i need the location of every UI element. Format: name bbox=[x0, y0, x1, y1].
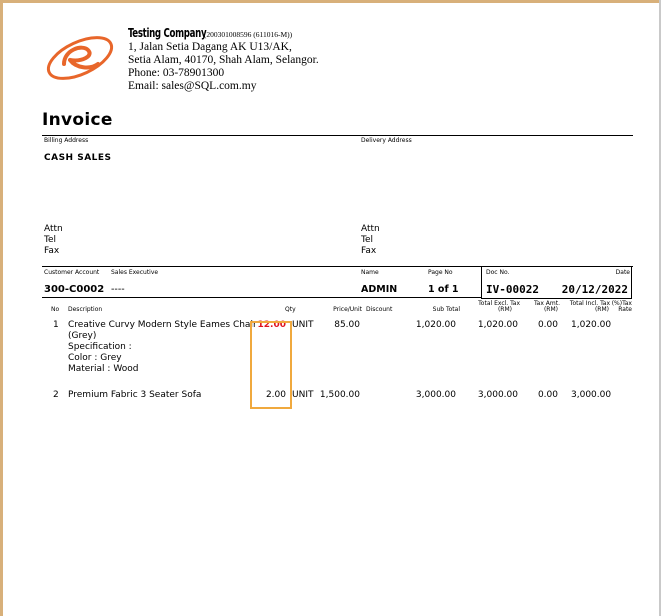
qty-highlight-box bbox=[250, 321, 292, 409]
name-value: ADMIN bbox=[361, 284, 398, 295]
col-header-qty: Qty bbox=[285, 306, 296, 313]
col-header-total-incl-unit: (RM) bbox=[594, 306, 609, 313]
col-header-subtotal: Sub Total bbox=[432, 306, 460, 313]
row-subtotal: 3,000.00 bbox=[415, 390, 456, 400]
col-header-tax-rate: (%)Tax bbox=[611, 300, 632, 307]
col-header-tax-rate-2: Rate bbox=[618, 306, 632, 313]
col-header-description: Description bbox=[68, 306, 103, 313]
delivery-attn: Attn bbox=[361, 224, 380, 234]
row-uom: UNIT bbox=[292, 390, 314, 400]
page-no-label: Page No bbox=[428, 269, 453, 276]
billing-tel: Tel bbox=[44, 235, 57, 245]
meta-divider-bottom bbox=[42, 297, 481, 298]
page-no-value: 1 of 1 bbox=[428, 284, 459, 295]
row-description: Premium Fabric 3 Seater Sofa bbox=[68, 390, 202, 400]
row-description-line: (Grey) bbox=[68, 331, 97, 341]
col-header-tax-amt-unit: (RM) bbox=[543, 306, 558, 313]
row-no: 1 bbox=[53, 320, 59, 330]
row-no: 2 bbox=[53, 390, 59, 400]
row-description-line: Specification : bbox=[68, 342, 132, 352]
sales-executive-label: Sales Executive bbox=[111, 269, 159, 276]
sales-executive-value: ---- bbox=[111, 284, 125, 295]
row-total-excl: 1,020.00 bbox=[477, 320, 518, 330]
delivery-address-label: Delivery Address bbox=[361, 137, 412, 144]
col-header-discount: Discount bbox=[366, 306, 393, 313]
title-divider bbox=[42, 135, 633, 136]
billing-attn: Attn bbox=[44, 224, 63, 234]
page-title: Invoice bbox=[42, 110, 113, 130]
row-description-line: Material : Wood bbox=[68, 364, 139, 374]
col-header-tax-amt: Tax Amt. bbox=[533, 300, 560, 307]
row-price: 85.00 bbox=[334, 320, 360, 330]
row-total-incl: 1,020.00 bbox=[571, 320, 612, 330]
row-subtotal: 1,020.00 bbox=[415, 320, 456, 330]
delivery-tel: Tel bbox=[361, 235, 374, 245]
row-price: 1,500.00 bbox=[319, 390, 360, 400]
row-description-line: Color : Grey bbox=[68, 353, 122, 363]
billing-name: CASH SALES bbox=[44, 153, 112, 163]
customer-account-value: 300-C0002 bbox=[44, 284, 105, 295]
col-header-total-incl: Total Incl. Tax bbox=[569, 300, 610, 307]
date-value: 20/12/2022 bbox=[561, 283, 628, 296]
row-qty: 2.00 bbox=[265, 390, 286, 400]
address-line-2: Setia Alam, 40170, Shah Alam, Selangor. bbox=[128, 54, 319, 66]
name-label: Name bbox=[361, 269, 379, 276]
row-total-excl: 3,000.00 bbox=[477, 390, 518, 400]
row-description: Creative Curvy Modern Style Eames Chair bbox=[68, 320, 257, 330]
date-label: Date bbox=[615, 269, 630, 276]
row-total-incl: 3,000.00 bbox=[571, 390, 612, 400]
billing-fax: Fax bbox=[44, 246, 60, 256]
company-name: Testing Company bbox=[128, 26, 207, 40]
row-qty: 12.00 bbox=[257, 320, 286, 330]
company-reg-no: (200301008596 (611016-M)) bbox=[203, 30, 293, 39]
company-phone: Phone: 03-78901300 bbox=[128, 67, 225, 79]
billing-address-label: Billing Address bbox=[44, 137, 89, 144]
company-info bbox=[128, 27, 319, 93]
company-logo-icon bbox=[42, 28, 120, 84]
col-header-total-excl: Total Excl. Tax bbox=[478, 300, 520, 307]
company-email: Email: sales@SQL.com.my bbox=[128, 80, 257, 92]
col-header-no: No bbox=[51, 306, 60, 313]
customer-account-label: Customer Account bbox=[44, 269, 100, 276]
row-uom: UNIT bbox=[292, 320, 314, 330]
row-tax-amt: 0.00 bbox=[537, 390, 558, 400]
col-header-price: Price/Unit bbox=[333, 306, 362, 313]
row-tax-amt: 0.00 bbox=[537, 320, 558, 330]
doc-no-value: IV-00022 bbox=[486, 283, 539, 296]
address-line-1: 1, Jalan Setia Dagang AK U13/AK, bbox=[128, 41, 292, 53]
delivery-fax: Fax bbox=[361, 246, 377, 256]
doc-no-label: Doc No. bbox=[486, 269, 510, 276]
col-header-total-excl-unit: (RM) bbox=[497, 306, 512, 313]
